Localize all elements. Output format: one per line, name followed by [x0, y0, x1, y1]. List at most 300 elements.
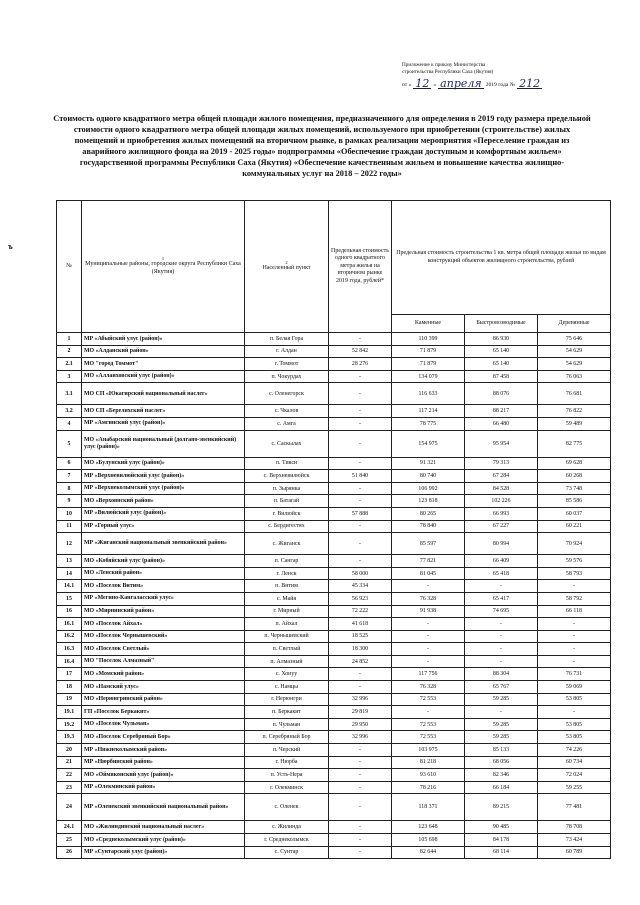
cell-stone: 72 553: [392, 693, 465, 706]
cell-secondary: 45 334: [329, 580, 392, 593]
table-row: [57, 457, 611, 470]
cell-num: 4: [57, 417, 82, 430]
cell-place: п. Айхал: [245, 618, 329, 631]
cell-num: 6: [57, 457, 82, 470]
cell-place: с. Жилинда: [245, 821, 329, 834]
appendix-stamp: [402, 62, 602, 89]
header-wood: Деревянные: [538, 315, 611, 333]
table-row: [57, 555, 611, 568]
cell-wood: 58 793: [538, 567, 611, 580]
cell-stone: 78 840: [392, 520, 465, 533]
appendix-line-2: строительства Республики Саха (Якутия): [402, 69, 494, 76]
cell-secondary: 29 819: [329, 706, 392, 719]
cell-secondary: -: [329, 370, 392, 383]
cell-wood: 53 805: [538, 718, 611, 731]
cell-secondary: 58 000: [329, 567, 392, 580]
cell-secondary: -: [329, 681, 392, 694]
cell-num: 16.3: [57, 643, 82, 656]
cell-wood: 76 063: [538, 370, 611, 383]
cell-place: г. Мирный: [245, 605, 329, 618]
cell-district: МО «Среднеколымский улус (район)»: [82, 834, 245, 847]
cell-num: 22: [57, 769, 82, 782]
cell-fast: -: [465, 655, 538, 668]
cell-fast: 66 993: [465, 507, 538, 520]
cell-secondary: -: [329, 405, 392, 418]
table-row: [57, 744, 611, 757]
cell-secondary: -: [329, 495, 392, 508]
cell-stone: 81 218: [392, 756, 465, 769]
appendix-line-1: Приложение к приказу Министерства: [402, 62, 486, 68]
cell-district: МО «Поселок Витим»: [82, 580, 245, 593]
cell-wood: 72 024: [538, 769, 611, 782]
cell-stone: 134 079: [392, 370, 465, 383]
cell-stone: -: [392, 630, 465, 643]
table-row: [57, 618, 611, 631]
date-month: апреля: [440, 77, 482, 91]
cell-wood: -: [538, 655, 611, 668]
table-header-row: [57, 201, 611, 315]
table-body: [57, 333, 611, 859]
table-row: [57, 370, 611, 383]
cell-stone: -: [392, 618, 465, 631]
cell-stone: 77 821: [392, 555, 465, 568]
cell-num: 18: [57, 681, 82, 694]
header-fast: Быстровозводимые: [465, 315, 538, 333]
cell-secondary: -: [329, 821, 392, 834]
table-row: [57, 592, 611, 605]
cell-stone: 81 045: [392, 567, 465, 580]
cell-place: с. Майя: [245, 592, 329, 605]
cell-fast: -: [465, 618, 538, 631]
cell-num: 13: [57, 555, 82, 568]
cell-fast: -: [465, 580, 538, 593]
cell-stone: -: [392, 655, 465, 668]
cell-wood: 78 708: [538, 821, 611, 834]
cell-fast: 66 409: [465, 555, 538, 568]
cell-place: с. Верхневилюйск: [245, 470, 329, 483]
cell-place: с. Оленек: [245, 794, 329, 821]
cell-district: МО «Поселок Светлый»: [82, 643, 245, 656]
cell-district: МР «Оленекский эвенкийский национальный район»: [82, 794, 245, 821]
cell-num: 9: [57, 495, 82, 508]
cell-stone: 72 553: [392, 718, 465, 731]
cell-fast: -: [465, 630, 538, 643]
cell-stone: 93 610: [392, 769, 465, 782]
cell-place: с. Оленегорск: [245, 383, 329, 405]
cell-stone: 76 328: [392, 681, 465, 694]
cell-district: МР «Жиганский национальный эвенкийский район»: [82, 533, 245, 555]
cell-secondary: 18 300: [329, 643, 392, 656]
cell-wood: 60 789: [538, 846, 611, 859]
table-row: [57, 405, 611, 418]
cell-fast: 85 133: [465, 744, 538, 757]
cell-secondary: -: [329, 756, 392, 769]
cell-fast: 88 304: [465, 668, 538, 681]
header-place: 2 Населенный пункт: [245, 201, 329, 333]
cell-wood: 77 481: [538, 794, 611, 821]
table-row: [57, 781, 611, 794]
cell-district: ГП «Поселок Беркакит»: [82, 706, 245, 719]
table-row: [57, 630, 611, 643]
cost-table: [56, 200, 611, 859]
cell-fast: 68 056: [465, 756, 538, 769]
cell-district: МО «Момский район»: [82, 668, 245, 681]
cell-wood: 59 576: [538, 555, 611, 568]
cell-stone: 116 633: [392, 383, 465, 405]
cell-district: МР «Олекминский район»: [82, 781, 245, 794]
cell-num: 19: [57, 693, 82, 706]
cell-place: п. Белая Гора: [245, 333, 329, 346]
cell-secondary: 57 888: [329, 507, 392, 520]
cell-stone: 76 328: [392, 592, 465, 605]
cell-district: МО «Анабарский национальный (долгано-эвенкийский) улус (район)»: [82, 430, 245, 457]
cell-place: с. Намцы: [245, 681, 329, 694]
cell-fast: 102 226: [465, 495, 538, 508]
cell-fast: 65 417: [465, 592, 538, 605]
cell-fast: 68 114: [465, 846, 538, 859]
cell-fast: 65 140: [465, 358, 538, 371]
cell-fast: 65 418: [465, 567, 538, 580]
cell-secondary: 32 996: [329, 731, 392, 744]
cell-stone: 82 644: [392, 846, 465, 859]
table-row: [57, 693, 611, 706]
cell-wood: 74 226: [538, 744, 611, 757]
table-row: [57, 533, 611, 555]
cell-fast: 67 227: [465, 520, 538, 533]
cell-district: МО "Поселок Алмазный": [82, 655, 245, 668]
cell-fast: 79 313: [465, 457, 538, 470]
cell-num: 19.3: [57, 731, 82, 744]
cell-stone: 71 879: [392, 358, 465, 371]
cell-fast: 65 140: [465, 345, 538, 358]
cell-district: МО «Мирнинский район»: [82, 605, 245, 618]
table-row: [57, 769, 611, 782]
cell-place: п. Тикси: [245, 457, 329, 470]
cell-wood: 53 805: [538, 731, 611, 744]
cell-secondary: -: [329, 430, 392, 457]
cell-secondary: -: [329, 781, 392, 794]
cell-district: МО «Жилиндинский национальный наслег»: [82, 821, 245, 834]
cell-stone: 110 399: [392, 333, 465, 346]
cell-district: МО «Поселок Серебряный Бор»: [82, 731, 245, 744]
cell-stone: -: [392, 580, 465, 593]
cell-num: 2: [57, 345, 82, 358]
table-row: [57, 383, 611, 405]
cell-secondary: 28 276: [329, 358, 392, 371]
cell-place: п. Черский: [245, 744, 329, 757]
cell-wood: 53 805: [538, 693, 611, 706]
table-row: [57, 520, 611, 533]
cell-num: 8: [57, 482, 82, 495]
cell-district: МО «Поселок Чульман»: [82, 718, 245, 731]
cell-stone: 80 740: [392, 470, 465, 483]
cell-place: п. Беркакит: [245, 706, 329, 719]
margin-mark: ъ: [8, 242, 13, 251]
cell-place: с. Амга: [245, 417, 329, 430]
cell-place: г. Вилюйск: [245, 507, 329, 520]
cell-fast: 74 695: [465, 605, 538, 618]
cell-place: п. Чернышевский: [245, 630, 329, 643]
cell-wood: -: [538, 580, 611, 593]
cell-place: г. Олекминск: [245, 781, 329, 794]
cell-place: п. Серебряный Бор: [245, 731, 329, 744]
header-district: 1 Муниципальные районы, городские округа Республики Саха (Якутия): [82, 201, 245, 333]
cell-num: 16.2: [57, 630, 82, 643]
table-row: [57, 605, 611, 618]
cell-place: п. Усть-Нера: [245, 769, 329, 782]
table-row: [57, 821, 611, 834]
cell-secondary: -: [329, 333, 392, 346]
appendix-date: от « 12 » апреля 2019 года № 212: [402, 77, 541, 91]
cell-place: п. Светлый: [245, 643, 329, 656]
cell-place: п. Зырянка: [245, 482, 329, 495]
cell-wood: 76 681: [538, 383, 611, 405]
cell-stone: 106 992: [392, 482, 465, 495]
header-stone: Каменные: [392, 315, 465, 333]
cell-wood: 73 748: [538, 482, 611, 495]
table-row: [57, 834, 611, 847]
table-row: [57, 668, 611, 681]
cell-district: МО СП «Юкагирский национальный наслег»: [82, 383, 245, 405]
cell-secondary: -: [329, 533, 392, 555]
cell-secondary: 72 222: [329, 605, 392, 618]
table-row: [57, 731, 611, 744]
cell-secondary: -: [329, 846, 392, 859]
table-row: [57, 580, 611, 593]
cell-stone: 118 371: [392, 794, 465, 821]
cell-secondary: 18 525: [329, 630, 392, 643]
cell-district: МО «Ленский район»: [82, 567, 245, 580]
cell-secondary: -: [329, 417, 392, 430]
cell-secondary: 41 618: [329, 618, 392, 631]
cell-wood: 85 586: [538, 495, 611, 508]
header-secondary-market: Предельная стоимость одного квадратного метра жилья на вторичном рынке 2019 года, рублей*: [329, 201, 392, 333]
cell-district: МР «Вилюйский улус (район)»: [82, 507, 245, 520]
cell-district: МО «Поселок Айхал»: [82, 618, 245, 631]
date-number: 212: [519, 77, 541, 91]
cell-district: МО «Булунский улус (район)»: [82, 457, 245, 470]
cell-num: 24.1: [57, 821, 82, 834]
cell-stone: 123 648: [392, 821, 465, 834]
cell-num: 21: [57, 756, 82, 769]
cell-fast: 59 285: [465, 718, 538, 731]
cell-district: МР «Верхневилюйский улус (район)»: [82, 470, 245, 483]
cell-num: 11: [57, 520, 82, 533]
cell-num: 14.1: [57, 580, 82, 593]
cell-place: п. Чульман: [245, 718, 329, 731]
cell-secondary: -: [329, 520, 392, 533]
cell-stone: 123 818: [392, 495, 465, 508]
cell-stone: -: [392, 706, 465, 719]
table-row: [57, 333, 611, 346]
cell-secondary: -: [329, 834, 392, 847]
table-row: [57, 655, 611, 668]
cell-num: 16.4: [57, 655, 82, 668]
cell-num: 1: [57, 333, 82, 346]
cell-num: 2.1: [57, 358, 82, 371]
cell-district: МР «Сунтарский улус (район)»: [82, 846, 245, 859]
cell-stone: 105 698: [392, 834, 465, 847]
table-row: [57, 358, 611, 371]
cell-stone: 71 879: [392, 345, 465, 358]
cell-wood: 73 424: [538, 834, 611, 847]
cell-num: 20: [57, 744, 82, 757]
cell-stone: 91 938: [392, 605, 465, 618]
cell-num: 19.2: [57, 718, 82, 731]
cell-num: 19.1: [57, 706, 82, 719]
cell-place: п. Чокурдах: [245, 370, 329, 383]
cell-secondary: -: [329, 744, 392, 757]
cell-stone: 91 321: [392, 457, 465, 470]
cell-num: 3.1: [57, 383, 82, 405]
cell-district: МР «Нижнеколымский район»: [82, 744, 245, 757]
cell-stone: 80 265: [392, 507, 465, 520]
cell-place: с. Хонуу: [245, 668, 329, 681]
cell-district: МО «Аллаиховский улус (район)»: [82, 370, 245, 383]
cell-wood: -: [538, 630, 611, 643]
table-row: [57, 718, 611, 731]
table-row: [57, 495, 611, 508]
cell-district: МР «Верхнеколымский улус (район)»: [82, 482, 245, 495]
cell-place: с. Чкалов: [245, 405, 329, 418]
cell-num: 14: [57, 567, 82, 580]
cell-stone: 117 214: [392, 405, 465, 418]
cell-secondary: 24 852: [329, 655, 392, 668]
cell-fast: 90 485: [465, 821, 538, 834]
cell-wood: 66 118: [538, 605, 611, 618]
cell-num: 25: [57, 834, 82, 847]
cell-fast: 95 954: [465, 430, 538, 457]
cell-wood: 76 731: [538, 668, 611, 681]
date-day: 12: [415, 77, 430, 91]
cell-wood: 59 255: [538, 781, 611, 794]
cell-wood: 60 734: [538, 756, 611, 769]
cell-secondary: -: [329, 794, 392, 821]
cell-num: 10: [57, 507, 82, 520]
table-row: [57, 482, 611, 495]
cell-fast: 84 528: [465, 482, 538, 495]
table-row: [57, 706, 611, 719]
cell-district: МР «Амгинский улус (район)»: [82, 417, 245, 430]
cell-district: МО «Намский улус»: [82, 681, 245, 694]
cell-num: 3.2: [57, 405, 82, 418]
document-title: Стоимость одного квадратного метра общей площади жилого помещения, предназначенного для определения в 2019 году размера предельной стоимости одного квадратного метра общей площади жилых помещений, используемого при приобретении (строительстве) жилых помещений и приобретения жилых помещений на вторичном рынке, в рамках реализации мероприятия «Переселение граждан из аварийного жилищного фонда на 2019 - 2025 годы» подпрограммы «Обеспечение граждан доступным и комфортным жильем» государственной программы Республики Саха (Якутия) «Обеспечение качественным жильем и повышение качества жилищно-коммунальных услуг на 2018 – 2022 годы»: [53, 114, 591, 178]
cell-district: МР «Мегино-Кангаласский улус»: [82, 592, 245, 605]
cell-fast: 59 285: [465, 731, 538, 744]
cell-num: 5: [57, 430, 82, 457]
cell-district: МО «Верхоянский район»: [82, 495, 245, 508]
cell-wood: 59 489: [538, 417, 611, 430]
cell-stone: 85 597: [392, 533, 465, 555]
cell-district: МР «Горный улус»: [82, 520, 245, 533]
table-row: [57, 756, 611, 769]
cell-district: МО «Алданский район»: [82, 345, 245, 358]
cell-place: с. Жиганск: [245, 533, 329, 555]
cell-num: 23: [57, 781, 82, 794]
cell-num: 16: [57, 605, 82, 618]
cell-wood: 54 629: [538, 345, 611, 358]
cell-fast: 66 184: [465, 781, 538, 794]
cell-secondary: -: [329, 457, 392, 470]
cell-fast: 88 217: [465, 405, 538, 418]
cell-secondary: -: [329, 555, 392, 568]
table-row: [57, 846, 611, 859]
cell-secondary: 51 840: [329, 470, 392, 483]
cell-wood: -: [538, 618, 611, 631]
table-row: [57, 794, 611, 821]
cell-fast: -: [465, 643, 538, 656]
cell-fast: -: [465, 706, 538, 719]
cell-place: г. Нюрба: [245, 756, 329, 769]
cell-place: с. Сунтар: [245, 846, 329, 859]
table-row: [57, 345, 611, 358]
cell-stone: -: [392, 643, 465, 656]
table-row: [57, 681, 611, 694]
cell-num: 16.1: [57, 618, 82, 631]
cell-secondary: 52 842: [329, 345, 392, 358]
cell-wood: 60 268: [538, 470, 611, 483]
table-row: [57, 507, 611, 520]
cell-num: 15: [57, 592, 82, 605]
cell-stone: 78 775: [392, 417, 465, 430]
cell-secondary: 32 996: [329, 693, 392, 706]
table-row: [57, 430, 611, 457]
cell-place: г. Алдан: [245, 345, 329, 358]
cell-place: п. Сангар: [245, 555, 329, 568]
cell-district: МО «Нерюнгринский район»: [82, 693, 245, 706]
cell-place: п. Батагай: [245, 495, 329, 508]
cell-fast: 67 284: [465, 470, 538, 483]
cell-num: 3: [57, 370, 82, 383]
cell-fast: 82 346: [465, 769, 538, 782]
cell-fast: 59 285: [465, 693, 538, 706]
cell-wood: 58 792: [538, 592, 611, 605]
cell-secondary: -: [329, 482, 392, 495]
cell-wood: 59 069: [538, 681, 611, 694]
table-row: [57, 643, 611, 656]
cell-stone: 72 553: [392, 731, 465, 744]
cell-secondary: 56 923: [329, 592, 392, 605]
cell-fast: 87 458: [465, 370, 538, 383]
cell-fast: 86 930: [465, 333, 538, 346]
cell-wood: 60 221: [538, 520, 611, 533]
header-num: №: [57, 201, 82, 333]
table-row: [57, 417, 611, 430]
cell-wood: 54 629: [538, 358, 611, 371]
cell-district: МО СП «Береляхский наслег»: [82, 405, 245, 418]
cell-place: г. Ленск: [245, 567, 329, 580]
cell-wood: 60 037: [538, 507, 611, 520]
cell-stone: 117 756: [392, 668, 465, 681]
cell-num: 26: [57, 846, 82, 859]
cell-wood: -: [538, 706, 611, 719]
cell-wood: 69 628: [538, 457, 611, 470]
cell-district: МО «Оймяконский улус (район)»: [82, 769, 245, 782]
cell-place: с. Бердигестях: [245, 520, 329, 533]
cell-num: 17: [57, 668, 82, 681]
cell-place: г. Томмот: [245, 358, 329, 371]
cell-stone: 154 975: [392, 430, 465, 457]
cell-wood: -: [538, 643, 611, 656]
table-row: [57, 567, 611, 580]
cell-place: с. Саскылах: [245, 430, 329, 457]
cell-secondary: -: [329, 668, 392, 681]
cell-wood: 70 924: [538, 533, 611, 555]
cell-wood: 82 775: [538, 430, 611, 457]
cell-num: 24: [57, 794, 82, 821]
cell-place: г. Нерюнгри: [245, 693, 329, 706]
cell-fast: 66 480: [465, 417, 538, 430]
